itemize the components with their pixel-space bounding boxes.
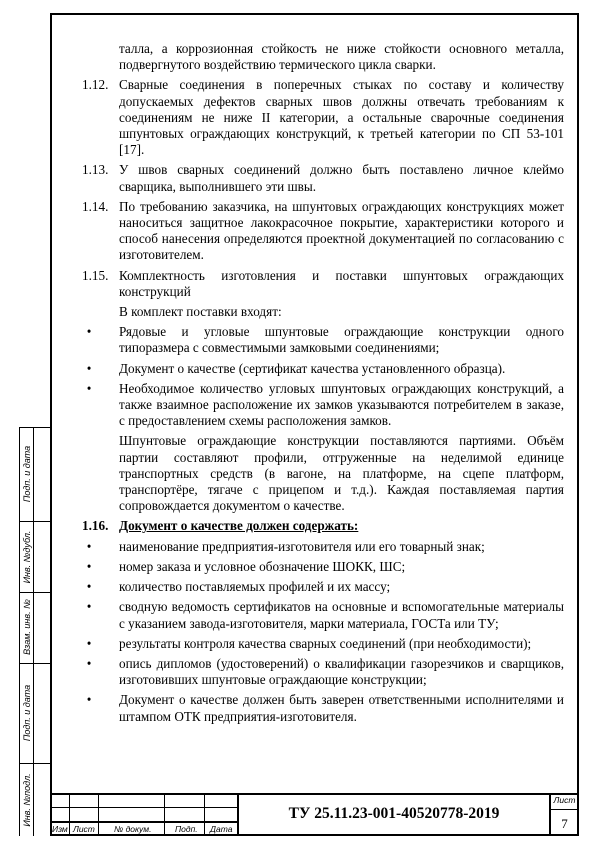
- clause-text: Комплектность изготовления и поставки шпунтовых ограждающих конструкций: [119, 267, 564, 299]
- list-item-text: результаты контроля качества сварных соединений (при необходимости);: [119, 635, 532, 651]
- bullet-icon: •: [86, 538, 92, 554]
- clause-text: Сварные соединения в поперечных стыках по составу и количеству допускаемых дефектов сварных швов должны отвечать требованиям к соединениям не ниже II категории, а остальные сварочные соединения шпунтовых ограждающих конструкций, к третьей категории по СП 53-101 [17].: [119, 77, 564, 158]
- paragraph-continuation: талла, а коррозионная стойкость не ниже стойкости основного металла, подвергнутого воздействию термического цикла сварки.: [119, 41, 564, 73]
- clause-number: 1.12.: [82, 77, 109, 93]
- list-item: [82, 579, 564, 595]
- clause-number: 1.14.: [82, 198, 109, 214]
- bullet-icon: •: [86, 324, 92, 340]
- list-item-text: Необходимое количество угловых шпунтовых ограждающих конструкций, а также взаимное расположение их замков указываются потребителем в заказе, с предоставлением схемы расположения замков.: [119, 380, 564, 429]
- caption-signature: Подп.: [175, 824, 198, 834]
- batch-paragraph: Шпунтовые ограждающие конструкции поставляются партиями. Объём партии составляют профили, отгруженные на неделимой единице транспортных средств (в вагоне, на платформе, на сцепе платформ, транспортёре, тягаче с прицепом и т.д.). Каждая поставляемая партия сопровождается документом о качестве.: [119, 433, 564, 514]
- side-label-sign-date-2: Подп. и дата: [22, 684, 32, 742]
- list-item: [82, 559, 564, 575]
- kit-intro: В комплект поставки входят:: [119, 304, 282, 320]
- bullet-icon: •: [86, 599, 92, 615]
- bullet-icon: •: [86, 558, 92, 574]
- bullet-icon: •: [86, 692, 92, 708]
- title-block: [50, 793, 579, 836]
- clause-number: 1.13.: [82, 162, 109, 178]
- clause-heading-text: Документ о качестве должен содержать:: [119, 518, 359, 534]
- caption-sheet: Лист: [73, 824, 95, 834]
- list-item: [82, 324, 564, 356]
- caption-change: Изм: [52, 824, 68, 834]
- list-item: [82, 381, 564, 430]
- bullet-icon: •: [86, 635, 92, 651]
- list-item-text: сводную ведомость сертификатов на основные и вспомогательные материалы с указанием завода-изготовителя, марки материала, ГОСТа или ТУ;: [119, 599, 564, 631]
- side-label-dup-inv: Инв. №дубл.: [22, 530, 32, 584]
- clause-number: 1.16.: [82, 518, 109, 534]
- bullet-icon: •: [86, 360, 92, 376]
- clause-1-14: [82, 199, 564, 264]
- clause-1-16: [82, 518, 564, 534]
- clause-1-12: [82, 77, 564, 158]
- list-item-text: опись дипломов (удостоверений) о квалификации газорезчиков и сварщиков, изготовивших шпунтовые ограждающие конструкции;: [119, 655, 564, 688]
- document-body: [82, 41, 564, 729]
- list-item-text: номер заказа и условное обозначение ШОКК, ШС;: [119, 558, 406, 574]
- bullet-icon: •: [86, 380, 92, 396]
- list-item: [82, 361, 564, 377]
- list-item-text: Рядовые и угловые шпунтовые ограждающие конструкции одного типоразмера с совместимыми замковыми соединениями;: [119, 324, 564, 356]
- list-item: [82, 692, 564, 724]
- caption-date: Дата: [210, 824, 233, 834]
- sheet-number: 7: [561, 816, 568, 831]
- list-item-text: наименование предприятия-изготовителя или его товарный знак;: [119, 538, 485, 554]
- list-item: [82, 599, 564, 631]
- clause-text: По требованию заказчика, на шпунтовых ограждающих конструкциях может наноситься защитное лакокрасочное покрытие, характеристики которого и способ нанесения определяются проектной документацией по согласованию с изготовителем.: [119, 198, 564, 263]
- list-item-text: Документ о качестве (сертификат качества установленного образца).: [119, 360, 506, 376]
- list-item-text: количество поставляемых профилей и их массу;: [119, 579, 391, 595]
- list-item: [82, 656, 564, 688]
- clause-number: 1.15.: [82, 267, 109, 283]
- sheet-caption: Лист: [553, 795, 576, 805]
- caption-doc-no: № докум.: [114, 824, 152, 834]
- clause-text: У швов сварных соединений должно быть поставлено личное клеймо сварщика, выполнившего эти швы.: [119, 162, 564, 194]
- side-label-sign-date-1: Подп. и дата: [22, 445, 32, 503]
- list-item: [82, 636, 564, 652]
- clause-1-15: [82, 268, 564, 300]
- bullet-icon: •: [86, 579, 92, 595]
- bullet-icon: •: [86, 655, 92, 671]
- list-item-text: Документ о качестве должен быть заверен ответственными исполнителями и штампом ОТК предприятия-изготовителя.: [119, 692, 564, 724]
- clause-1-13: [82, 162, 564, 194]
- side-label-replace-inv: Взам. инв. №: [22, 599, 32, 655]
- side-strip: [19, 427, 52, 836]
- document-code: ТУ 25.11.23-001-40520778-2019: [288, 805, 500, 822]
- side-label-orig-inv: Инв. №подл.: [22, 773, 32, 827]
- list-item: [82, 539, 564, 555]
